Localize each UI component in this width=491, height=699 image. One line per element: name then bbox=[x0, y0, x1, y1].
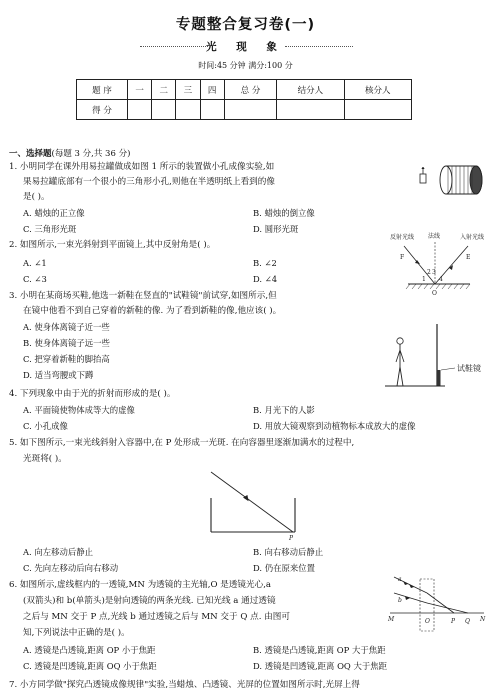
score-input-cell[interactable] bbox=[152, 100, 176, 120]
question-7-line-1: 7. 小方同学做"探究凸透镜成像规律"实验,当蜡烛、凸透镜、光屏的位置如图所示时,光屏上得 bbox=[9, 680, 360, 690]
score-header-cell: 三 bbox=[176, 80, 200, 100]
question-6-option-b[interactable]: B. 透镜是凸透镜,距离 OP 大于焦距 bbox=[253, 645, 386, 655]
point-f-label: F bbox=[400, 254, 405, 261]
question-1-line-3: 是( )。 bbox=[23, 192, 50, 202]
score-input-cell[interactable] bbox=[128, 100, 152, 120]
incident-ray-label: 入射光线 bbox=[460, 234, 485, 241]
point-n-label: N bbox=[480, 616, 486, 623]
question-6-line-1: 6. 如图所示,虚线框内的一透镜,MN 为透镜的主光轴,O 是透镜光心,a bbox=[9, 580, 272, 590]
point-q-label: Q bbox=[465, 618, 470, 625]
question-4-option-b[interactable]: B. 月光下的人影 bbox=[253, 405, 315, 415]
score-header-cell: 一 bbox=[128, 80, 152, 100]
score-row-label: 得 分 bbox=[77, 100, 128, 120]
point-m-label: M bbox=[388, 616, 395, 623]
question-3-line-2: 在镜中他看不到自己穿着的新鞋的像. 为了看到新鞋的像,他应该( )。 bbox=[23, 306, 282, 316]
question-2-option-a[interactable]: A. ∠1 bbox=[23, 258, 47, 268]
section-heading bbox=[9, 147, 130, 159]
score-input-cell[interactable] bbox=[344, 100, 411, 120]
score-input-cell[interactable] bbox=[224, 100, 277, 120]
question-3-option-b[interactable]: B. 使身体离镜子远一些 bbox=[23, 338, 110, 348]
score-header-cell: 核分人 bbox=[344, 80, 411, 100]
question-1-option-b[interactable]: B. 蜡烛的倒立像 bbox=[253, 208, 315, 218]
question-4-option-a[interactable]: A. 平面镜使物体成等大的虚像 bbox=[23, 405, 135, 415]
score-header-cell: 总 分 bbox=[224, 80, 277, 100]
question-1-option-d[interactable]: D. 圆形光斑 bbox=[253, 224, 299, 234]
score-table-score-row bbox=[77, 100, 412, 120]
question-6-line-3: 之后与 MN 交于 P 点,光线 b 通过透镜之后与 MN 交于 Q 点. 由图可 bbox=[23, 612, 290, 622]
question-5-option-c[interactable]: C. 先向左移动后向右移动 bbox=[23, 563, 119, 573]
score-header-cell: 结分人 bbox=[277, 80, 344, 100]
score-header-cell: 题 序 bbox=[77, 80, 128, 100]
section-note: (每题 3 分,共 36 分) bbox=[51, 149, 131, 159]
question-2-option-c[interactable]: C. ∠3 bbox=[23, 274, 47, 284]
lens-figure bbox=[388, 573, 488, 639]
question-5-line-2: 光斑将( )。 bbox=[23, 454, 67, 464]
ray-b-label: b bbox=[398, 597, 402, 604]
score-input-cell[interactable] bbox=[277, 100, 344, 120]
reflected-ray-label: 反射光线 bbox=[390, 234, 415, 241]
question-6-option-a[interactable]: A. 透镜是凸透镜,距离 OP 小于焦距 bbox=[23, 645, 156, 655]
question-6-line-4: 知,下列说法中正确的是( )。 bbox=[23, 628, 130, 638]
pinhole-camera-figure bbox=[418, 160, 488, 200]
point-e-label: E bbox=[466, 254, 471, 261]
score-header-cell: 二 bbox=[152, 80, 176, 100]
score-table-header-row bbox=[77, 80, 412, 100]
reflection-figure bbox=[390, 232, 488, 300]
question-1-option-a[interactable]: A. 蜡烛的正立像 bbox=[23, 208, 85, 218]
score-header-cell: 四 bbox=[200, 80, 224, 100]
normal-label: 法线 bbox=[428, 233, 441, 240]
question-2-option-b[interactable]: B. ∠2 bbox=[253, 258, 277, 268]
page-title: 专题整合复习卷(一) bbox=[175, 17, 316, 33]
question-6-line-2: (双箭头)和 b(单箭头)是射向透镜的两条光线. 已知光线 a 通过透镜 bbox=[23, 596, 276, 606]
point-p-label: P bbox=[451, 618, 456, 625]
page-subtitle: 光 现 象 bbox=[206, 41, 285, 53]
question-2-option-d[interactable]: D. ∠4 bbox=[253, 274, 278, 284]
point-o-label: O bbox=[425, 618, 430, 625]
question-1-line-2: 果易拉罐底部有一个很小的三角形小孔,则他在半透明纸上看到的像 bbox=[23, 177, 275, 187]
container-light-figure bbox=[205, 470, 305, 540]
svg-text:1: 1 bbox=[422, 276, 426, 283]
question-1-line-1: 1. 小明同学在课外用易拉罐做成如图 1 所示的装置做小孔成像实验,如 bbox=[9, 162, 275, 172]
section-title: 一、选择题 bbox=[9, 149, 52, 159]
question-3-option-d[interactable]: D. 适当弯腰或下蹲 bbox=[23, 370, 94, 380]
spot-p-label: P bbox=[289, 535, 294, 542]
ray-a-label: a bbox=[398, 576, 402, 583]
question-3-line-1: 3. 小明在某商场买鞋,他选一新鞋在竖直的"试鞋镜"前试穿,如图所示,但 bbox=[9, 291, 277, 301]
question-5-line-1: 5. 如下图所示,一束光线斜射入容器中,在 P 处形成一光斑. 在向容器里逐渐加满水的过程中, bbox=[9, 438, 355, 448]
score-input-cell[interactable] bbox=[176, 100, 200, 120]
exam-meta: 时间:45 分钟 满分:100 分 bbox=[198, 61, 293, 70]
question-5-option-b[interactable]: B. 向右移动后静止 bbox=[253, 547, 324, 557]
shoe-mirror-label: 试鞋镜 bbox=[457, 364, 481, 373]
score-table bbox=[76, 79, 412, 120]
svg-text:2: 2 bbox=[427, 269, 431, 276]
question-6-option-d[interactable]: D. 透镜是凹透镜,距离 OQ 大于焦距 bbox=[253, 661, 387, 671]
question-3-option-c[interactable]: C. 把穿着新鞋的脚抬高 bbox=[23, 354, 110, 364]
question-5-option-a[interactable]: A. 向左移动后静止 bbox=[23, 547, 93, 557]
question-5-option-d[interactable]: D. 仍在原来位置 bbox=[253, 563, 315, 573]
point-o-label: O bbox=[432, 290, 437, 297]
question-2-line-1: 2. 如图所示,一束光斜射到平面镜上,其中反射角是( )。 bbox=[9, 240, 216, 250]
svg-text:3: 3 bbox=[432, 269, 436, 276]
divider-right bbox=[285, 46, 353, 47]
question-4-line-1: 4. 下列现象中由于光的折射而形成的是( )。 bbox=[9, 389, 176, 399]
shoe-mirror-figure bbox=[385, 322, 485, 394]
question-4-option-c[interactable]: C. 小孔成像 bbox=[23, 421, 68, 431]
score-input-cell[interactable] bbox=[200, 100, 224, 120]
question-1-option-c[interactable]: C. 三角形光斑 bbox=[23, 224, 77, 234]
question-4-option-d[interactable]: D. 用放大镜观察到动植物标本成放大的虚像 bbox=[253, 421, 416, 431]
svg-text:4: 4 bbox=[439, 276, 443, 283]
question-3-option-a[interactable]: A. 使身体离镜子近一些 bbox=[23, 322, 110, 332]
question-6-option-c[interactable]: C. 透镜是凹透镜,距离 OQ 小于焦距 bbox=[23, 661, 157, 671]
